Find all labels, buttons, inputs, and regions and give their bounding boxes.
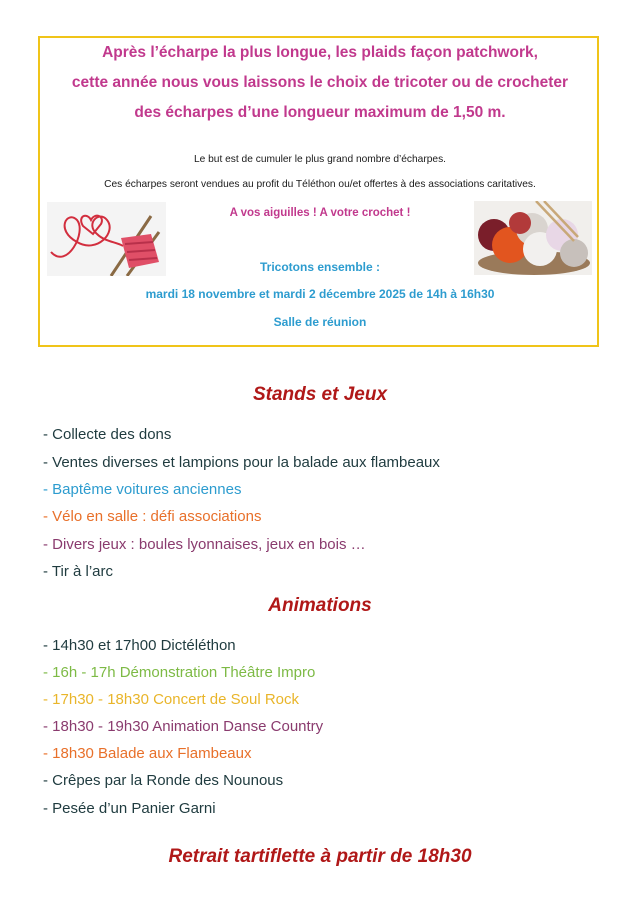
intro-line-3: des écharpes d’une longueur maximum de 1,50 m. (134, 104, 506, 121)
list-item: - Ventes diverses et lampions pour la balade aux flambeaux (43, 454, 440, 471)
usage-text: Ces écharpes seront vendues au profit du Téléthon ou/et offertes à des associations caritatives. (104, 179, 536, 190)
list-item: - 16h - 17h Démonstration Théâtre Impro (43, 664, 316, 681)
list-item: - Crêpes par la Ronde des Nounous (43, 772, 284, 789)
list-item: - Baptême voitures anciennes (43, 481, 242, 498)
goal-text: Le but est de cumuler le plus grand nombre d’écharpes. (193, 154, 446, 165)
list-item: - 14h30 et 17h00 Dictéléthon (43, 637, 236, 654)
stands-heading: Stands et Jeux (252, 384, 388, 405)
dates-text: mardi 18 novembre et mardi 2 décembre 2025 de 14h à 16h30 (145, 287, 495, 301)
footer-text: Retrait tartiflette à partir de 18h30 (168, 846, 472, 867)
list-item: - Vélo en salle : défi associations (43, 508, 262, 525)
intro-line-2: cette année nous vous laissons le choix de tricoter ou de crocheter (71, 74, 569, 91)
room-text: Salle de réunion (273, 315, 367, 329)
intro-line-1: Après l’écharpe la plus longue, les plaids façon patchwork, (102, 44, 538, 61)
slogan: A vos aiguilles ! A votre crochet ! (229, 207, 411, 219)
together-label: Tricotons ensemble : (259, 260, 381, 274)
list-item: - Collecte des dons (43, 426, 172, 443)
list-item: - Divers jeux : boules lyonnaises, jeux en bois … (43, 536, 366, 553)
list-item: - 18h30 Balade aux Flambeaux (43, 745, 252, 762)
list-item: - Tir à l’arc (43, 563, 114, 580)
list-item: - Pesée d’un Panier Garni (43, 800, 216, 817)
list-item: - 17h30 - 18h30 Concert de Soul Rock (43, 691, 299, 708)
animations-heading: Animations (268, 595, 372, 616)
list-item: - 18h30 - 19h30 Animation Danse Country (43, 718, 324, 735)
